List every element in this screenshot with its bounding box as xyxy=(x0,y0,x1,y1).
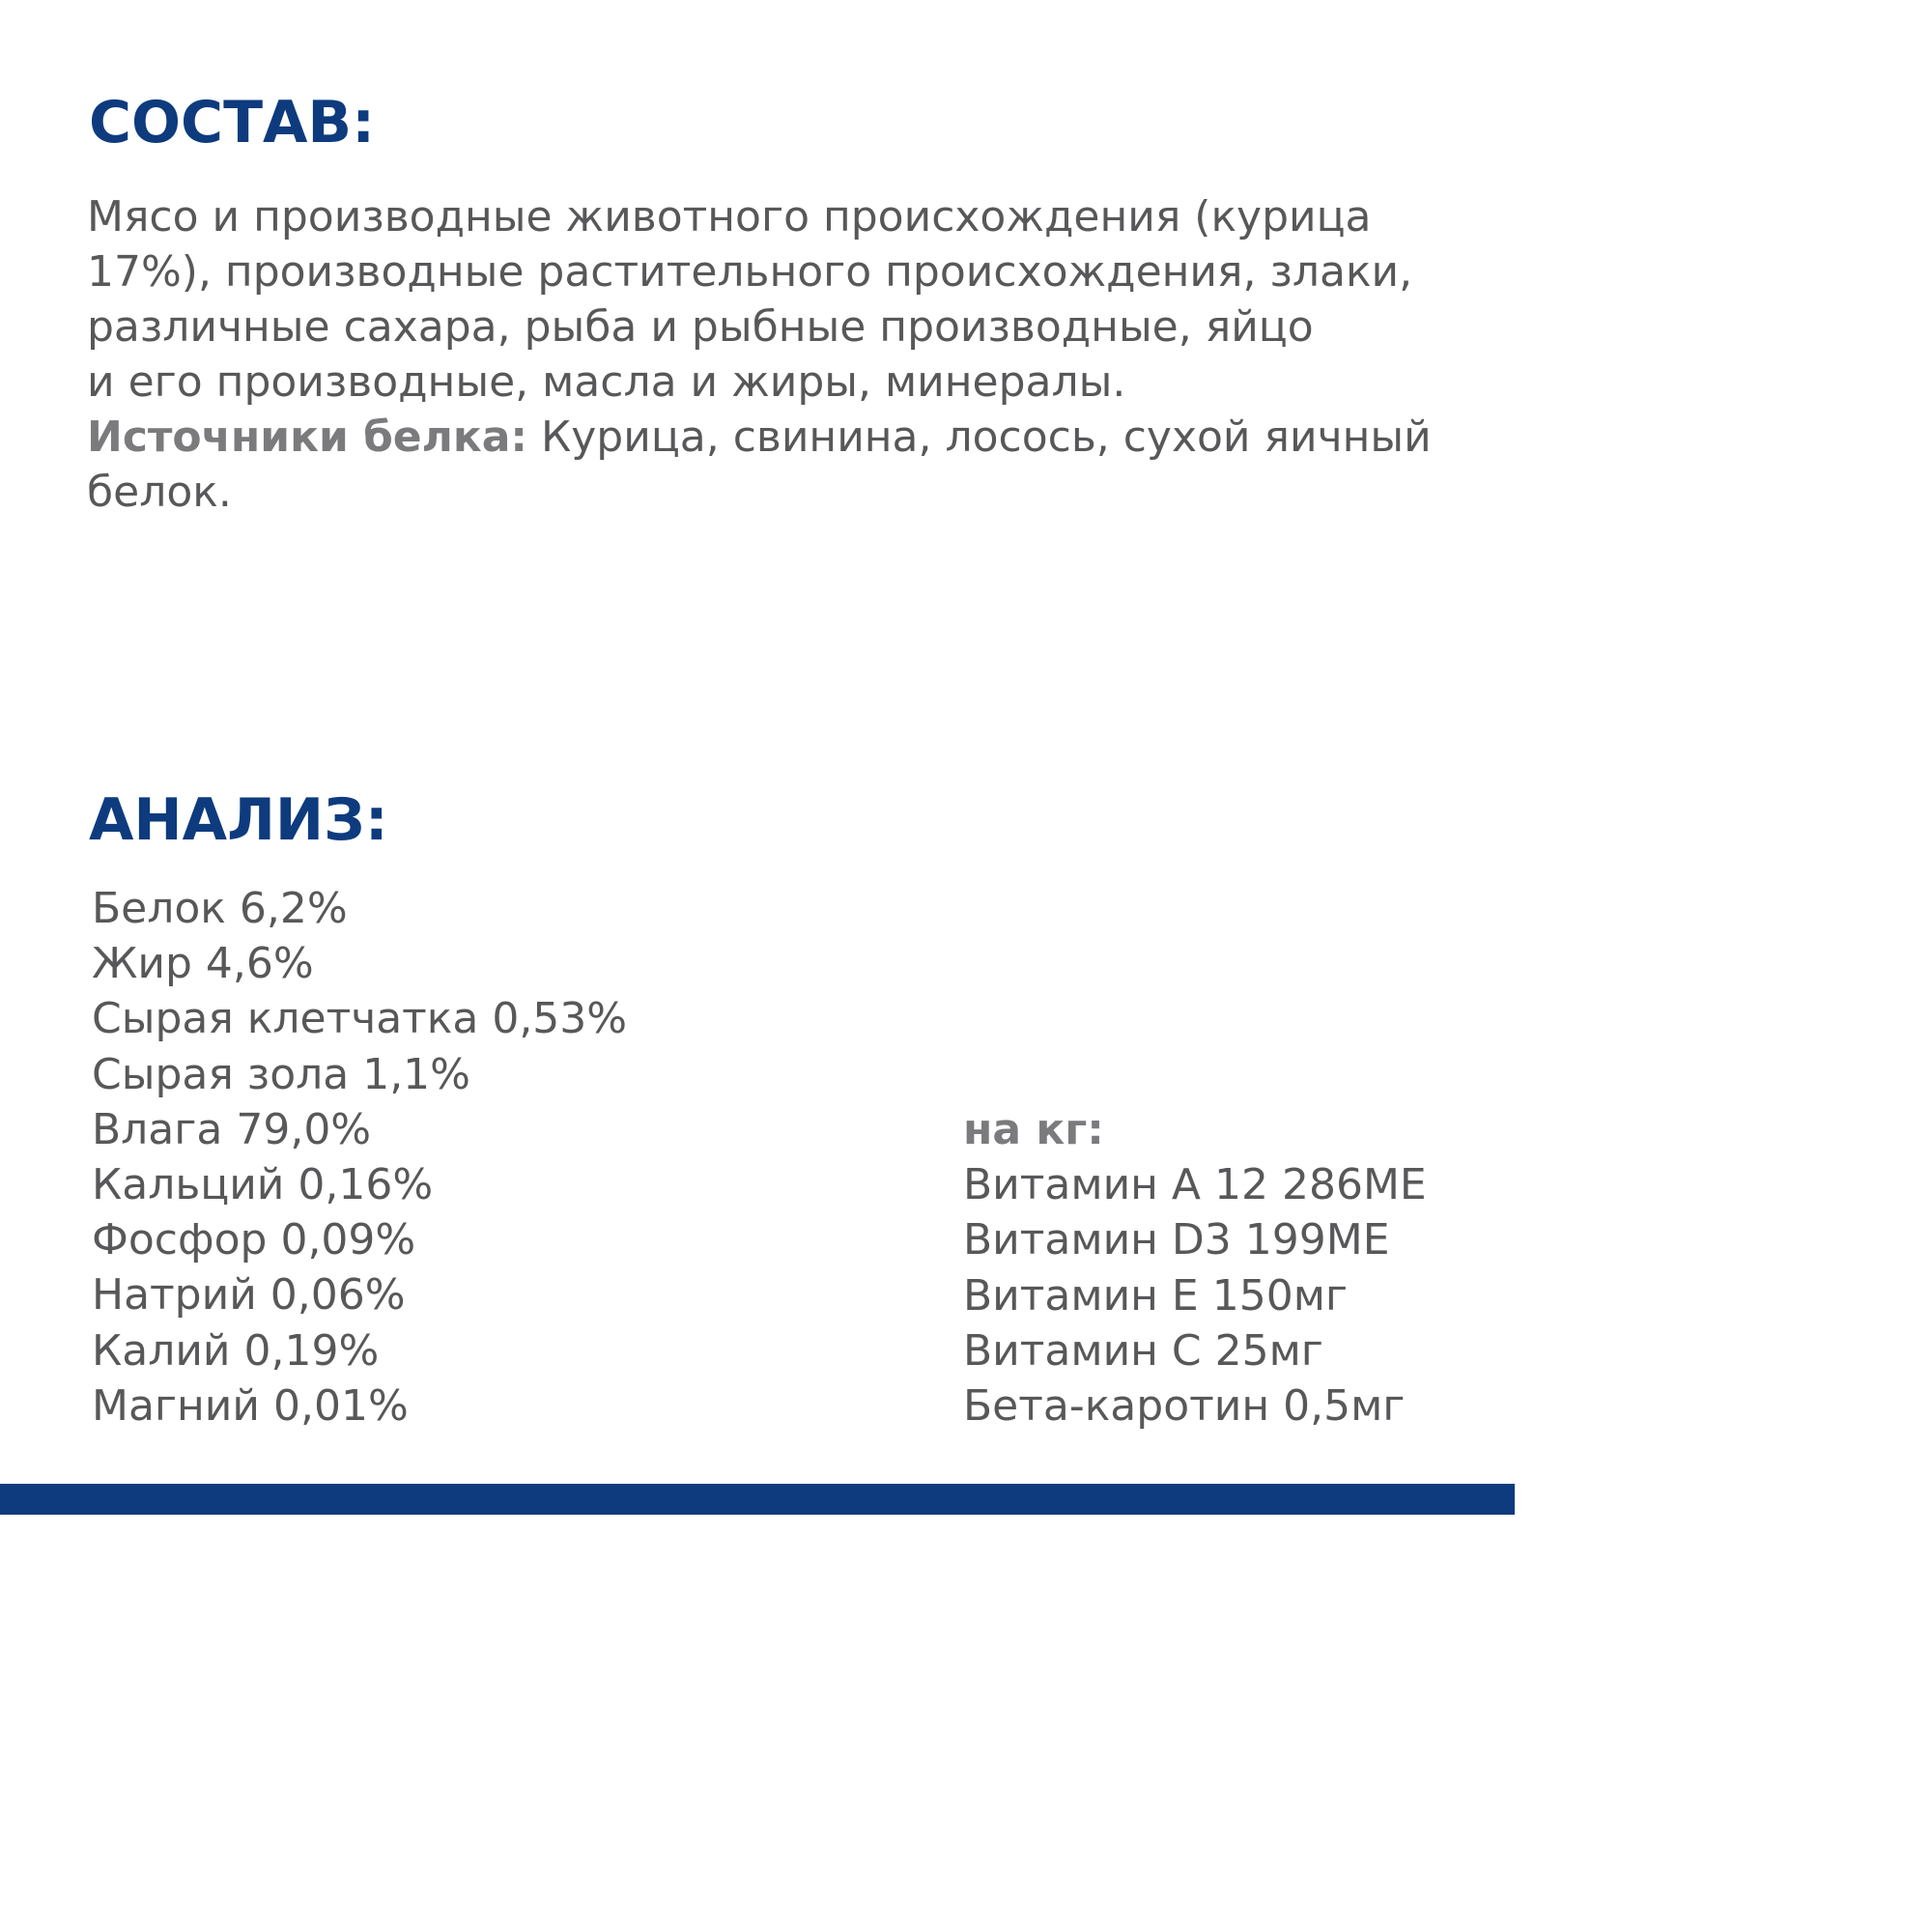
protein-sources-label: Источники белка: xyxy=(87,412,528,462)
analysis-list xyxy=(92,881,627,1434)
analysis-item-phosphorus: Фосфор 0,09% xyxy=(92,1215,416,1265)
per-kg-item-vitamin-d3: Витамин D3 199МЕ xyxy=(963,1215,1390,1265)
analysis-item-magnesium: Магний 0,01% xyxy=(92,1380,409,1431)
per-kg-list xyxy=(963,1157,1427,1434)
composition-heading: СОСТАВ: xyxy=(89,89,376,156)
protein-sources-continuation: белок. xyxy=(87,468,232,517)
composition-line: Мясо и производные животного происхождения (курица xyxy=(87,192,1372,242)
analysis-heading: АНАЛИЗ: xyxy=(89,786,388,854)
composition-line: и его производные, масла и жиры, минералы. xyxy=(87,357,1126,407)
bottom-accent-bar xyxy=(0,1484,1515,1515)
protein-sources-line xyxy=(87,410,1478,465)
composition-text xyxy=(87,189,1478,520)
per-kg-block xyxy=(963,1102,1427,1434)
per-kg-item-vitamin-a: Витамин А 12 286МЕ xyxy=(963,1160,1427,1210)
analysis-item-protein: Белок 6,2% xyxy=(92,884,348,933)
analysis-item-crude-ash: Сырая зола 1,1% xyxy=(92,1049,470,1099)
analysis-item-calcium: Кальций 0,16% xyxy=(92,1160,434,1210)
per-kg-item-vitamin-c: Витамин С 25мг xyxy=(963,1325,1323,1376)
per-kg-item-beta-carotene: Бета-каротин 0,5мг xyxy=(963,1381,1406,1432)
per-kg-label: на кг: xyxy=(963,1105,1104,1154)
composition-line: 17%), производные растительного происхождения, злаки, xyxy=(87,247,1413,297)
protein-sources-value: Курица, свинина, лосось, сухой яичный xyxy=(527,412,1432,462)
per-kg-item-vitamin-e: Витамин Е 150мг xyxy=(963,1270,1348,1321)
analysis-item-fat: Жир 4,6% xyxy=(92,939,314,989)
composition-line: различные сахара, рыба и рыбные производные, яйцо xyxy=(87,302,1314,352)
analysis-item-crude-fiber: Сырая клетчатка 0,53% xyxy=(92,994,628,1044)
analysis-item-moisture: Влага 79,0% xyxy=(92,1104,372,1154)
analysis-item-potassium: Калий 0,19% xyxy=(92,1325,380,1376)
analysis-item-sodium: Натрий 0,06% xyxy=(92,1270,406,1321)
